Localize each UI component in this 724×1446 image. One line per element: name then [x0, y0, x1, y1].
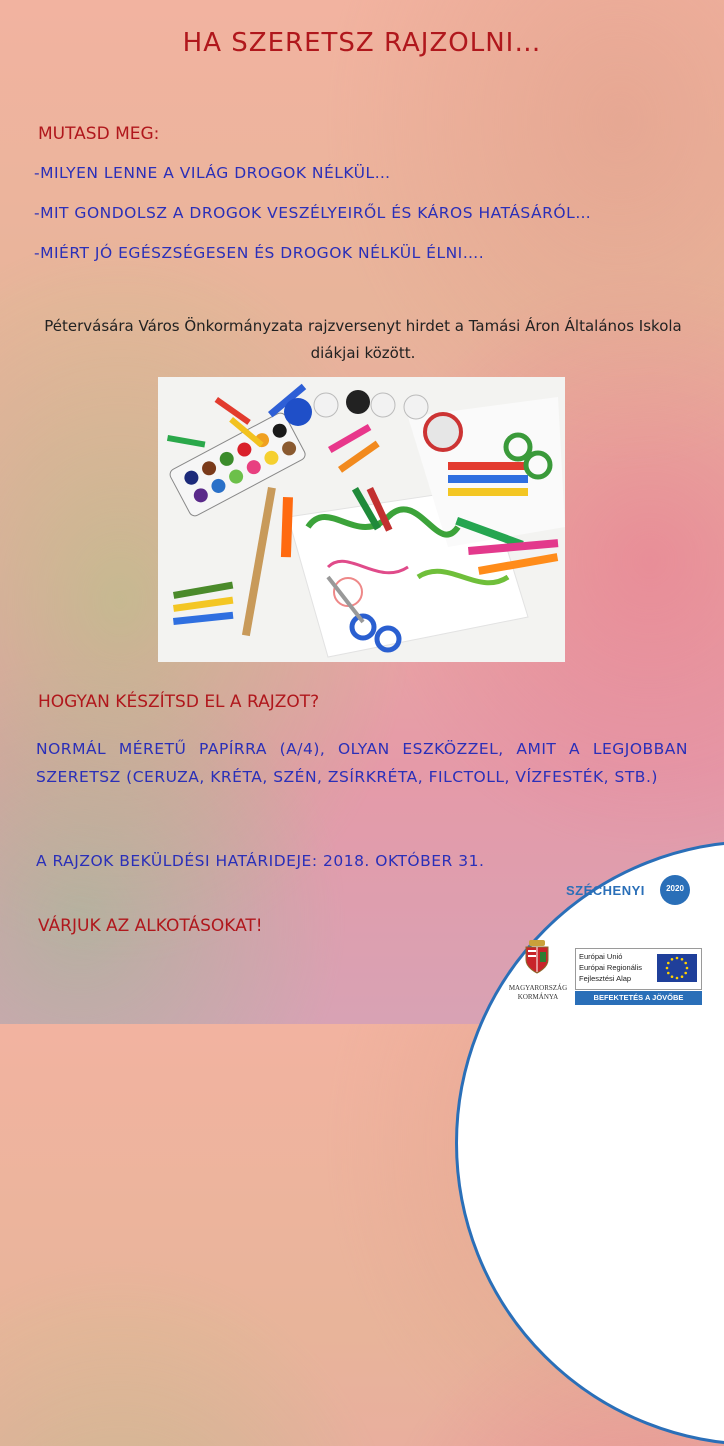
slogan-bar: BEFEKTETÉS A JÖVŐBE: [575, 991, 702, 1005]
eu-text: [579, 951, 642, 984]
government-line-2: KORMÁNYA: [517, 993, 559, 1001]
show-heading: MUTASD MEG:: [38, 124, 160, 144]
show-item-3: -MIÉRT JÓ EGÉSZSÉGESEN ÉS DROGOK NÉLKÜL ÉLNI….: [34, 244, 485, 262]
eu-flag-icon: [657, 954, 697, 982]
szechenyi-year: 2020: [666, 884, 684, 893]
closing-text: VÁRJUK AZ ALKOTÁSOKAT!: [38, 916, 263, 936]
art-supplies-photo: [158, 377, 565, 662]
government-label: [505, 984, 571, 1002]
howto-heading: HOGYAN KÉSZÍTSD EL A RAJZOT?: [38, 692, 320, 712]
eu-line-3: Fejlesztési Alap: [579, 974, 632, 983]
eu-line-2: Európai Regionális: [579, 963, 642, 972]
show-item-2: -MIT GONDOLSZ A DROGOK VESZÉLYEIRŐL ÉS KÁROS HATÁSÁRÓL…: [34, 204, 592, 222]
szechenyi-2020-badge: [660, 875, 690, 905]
show-item-1: -MILYEN LENNE A VILÁG DROGOK NÉLKÜL…: [34, 164, 391, 182]
eu-line-1: Európai Unió: [579, 952, 623, 961]
page-title: HA SZERETSZ RAJZOLNI…: [182, 28, 542, 58]
announcement-text: Pétervására Város Önkormányzata rajzversenyt hirdet a Tamási Áron Általános Iskola diákjai között.: [44, 317, 682, 362]
eu-logo-box: [575, 948, 702, 990]
howto-text: NORMÁL MÉRETŰ PAPÍRRA (A/4), OLYAN ESZKÖZZEL, AMIT A LEGJOBBAN SZERETSZ (CERUZA, KRÉTA, SZÉN, ZSÍRKRÉTA, FILCTOLL, VÍZFESTÉK, STB.): [36, 740, 688, 786]
government-line-1: MAGYARORSZÁG: [508, 984, 568, 992]
deadline-text: A RAJZOK BEKÜLDÉSI HATÁRIDEJE: 2018. OKTÓBER 31.: [36, 852, 485, 870]
szechenyi-label: SZÉCHENYI: [566, 883, 645, 898]
logo-corner: [455, 840, 724, 1446]
hungarian-coat-of-arms-icon: [524, 940, 550, 974]
